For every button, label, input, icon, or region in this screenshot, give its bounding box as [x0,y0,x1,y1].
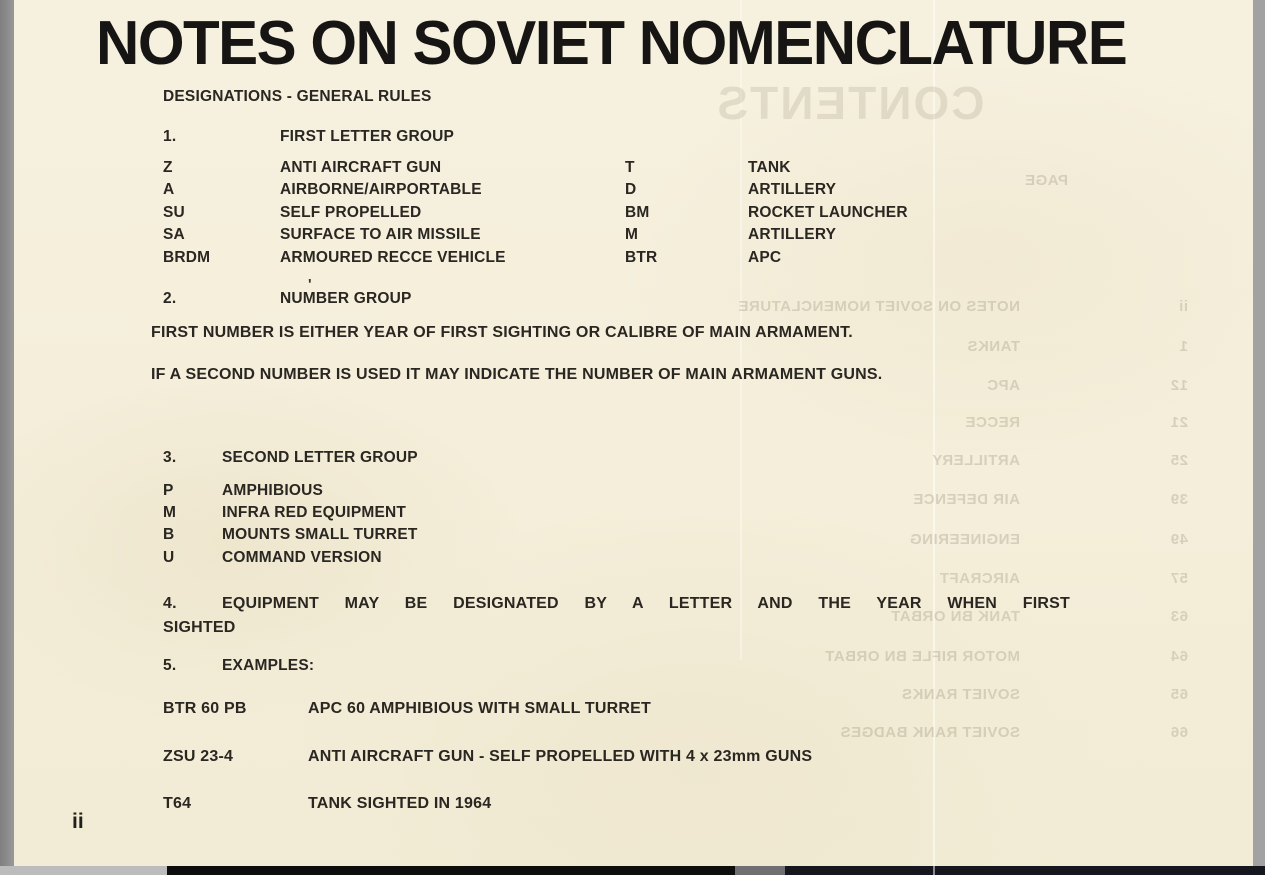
bleedthrough-toc-label: RECCE [964,414,1020,431]
desc-cell: INFRA RED EQUIPMENT [222,504,407,522]
page-fold-seam [933,0,935,875]
scan-speck-artifact: ' [308,276,312,293]
example-code: ZSU 23-4 [163,748,234,765]
bleedthrough-toc-page: 64 [1170,648,1188,665]
desc-cell: AIRBORNE/AIRPORTABLE [280,181,482,199]
code-cell: P [163,482,174,499]
bleedthrough-contents-title: CONTENTS [715,77,985,129]
section-3-title: SECOND LETTER GROUP [222,449,418,466]
section-4 [163,592,1070,639]
section-5-heading [163,657,563,675]
desc-cell: ARMOURED RECCE VEHICLE [280,248,506,266]
page-title: NOTES ON SOVIET NOMENCLATURE [96,7,1127,78]
bleedthrough-toc-label: APC [986,377,1020,394]
section-1-title: FIRST LETTER GROUP [280,128,455,145]
desc-cell: SELF PROPELLED [280,203,422,221]
code-cell: D [625,181,637,199]
code-cell: BM [625,203,650,221]
desc-cell: MOUNTS SMALL TURRET [222,526,418,544]
section-subtitle: DESIGNATIONS - GENERAL RULES [163,88,432,105]
bleedthrough-toc-label: SOVIET RANKS [901,686,1020,703]
bleedthrough-toc-page: 63 [1170,608,1188,625]
code-cell: Z [163,159,173,176]
code-cell: M [625,226,639,244]
first-letter-group-table [163,157,1163,269]
section-4-line2: SIGHTED [163,618,236,636]
next-page-edge-gray-mid [735,866,785,875]
code-cell: SU [163,203,185,221]
desc-cell: TANK [748,159,791,176]
section-1-heading [163,128,763,146]
bleedthrough-toc-label: TANKS [966,338,1020,355]
bleedthrough-toc-page: 57 [1170,570,1188,587]
example-row [163,795,1163,813]
example-code: BTR 60 PB [163,700,247,717]
bleedthrough-toc-label: ARTILLERY [931,452,1020,469]
section-5-number: 5. [163,657,177,674]
scan-edge-left [0,0,14,875]
example-code: T64 [163,795,192,812]
section-4-line1: EQUIPMENT MAY BE DESIGNATED BY A LETTER AND THE YEAR WHEN FIRST [222,595,1070,612]
code-cell: M [163,504,177,522]
bleedthrough-toc-page: ii [1178,298,1188,315]
section-2-number: 2. [163,290,177,307]
section-3-heading [163,449,763,467]
section-4-number: 4. [163,595,177,612]
bleedthrough-page-header: PAGE [1024,172,1068,189]
next-page-edge-dark-right [785,866,1265,875]
bleedthrough-toc-label: AIRCRAFT [939,570,1020,587]
bleedthrough-toc-label: ENGINEERING [909,531,1020,548]
desc-cell: SURFACE TO AIR MISSILE [280,226,481,244]
bleedthrough-toc-page: 49 [1170,531,1188,548]
example-desc: APC 60 AMPHIBIOUS WITH SMALL TURRET [308,700,652,717]
section-5-title: EXAMPLES: [222,657,315,674]
section-1-number: 1. [163,128,177,145]
bleedthrough-toc-label: MOTOR RIFLE BN ORBAT [824,648,1020,665]
scan-edge-right [1253,0,1265,875]
bleedthrough-toc-label: NOTES ON SOVIET NOMENCLATURE [737,298,1020,315]
code-cell: U [163,548,175,566]
bleedthrough-toc-page: 25 [1170,452,1188,469]
second-letter-group-list [163,480,663,569]
bleedthrough-toc-label: AIR DEFENCE [912,491,1020,508]
desc-cell: AMPHIBIOUS [222,482,324,499]
bleedthrough-toc-page: 39 [1170,491,1188,508]
code-cell: SA [163,226,185,244]
example-row [163,700,1163,718]
desc-cell: APC [748,248,782,266]
bleedthrough-toc-page: 65 [1170,686,1188,703]
code-cell: A [163,181,175,199]
bleedthrough-toc-label: TANK BN ORBAT [890,608,1020,625]
code-cell: T [625,159,635,176]
bleedthrough-toc-page: 66 [1170,724,1188,741]
code-cell: B [163,526,175,544]
example-desc: ANTI AIRCRAFT GUN - SELF PROPELLED WITH 4 x 23mm GUNS [308,748,813,765]
example-desc: TANK SIGHTED IN 1964 [308,795,492,812]
desc-cell: ARTILLERY [748,226,837,244]
desc-cell: ARTILLERY [748,181,837,199]
section-2-heading [163,290,763,308]
next-page-edge-gray-left [0,866,167,875]
number-group-rule-2: IF A SECOND NUMBER IS USED IT MAY INDICATE THE NUMBER OF MAIN ARMAMENT GUNS. [151,366,883,383]
desc-cell: COMMAND VERSION [222,548,382,566]
example-row [163,748,1163,766]
bleedthrough-toc-page: 1 [1179,338,1188,355]
section-3-number: 3. [163,449,177,466]
code-cell: BTR [625,248,658,266]
code-cell: BRDM [163,248,211,266]
bleedthrough-toc-page: 21 [1170,414,1188,431]
bleedthrough-toc-page: 12 [1170,377,1188,394]
desc-cell: ANTI AIRCRAFT GUN [280,159,442,176]
page-number: ii [72,810,84,833]
number-group-rule-1: FIRST NUMBER IS EITHER YEAR OF FIRST SIGHTING OR CALIBRE OF MAIN ARMAMENT. [151,324,853,341]
section-2-title: NUMBER GROUP [280,290,412,307]
next-page-edge-black [167,866,735,875]
desc-cell: ROCKET LAUNCHER [748,203,908,221]
bleedthrough-toc-label: SOVIET RANK BADGES [840,724,1020,741]
